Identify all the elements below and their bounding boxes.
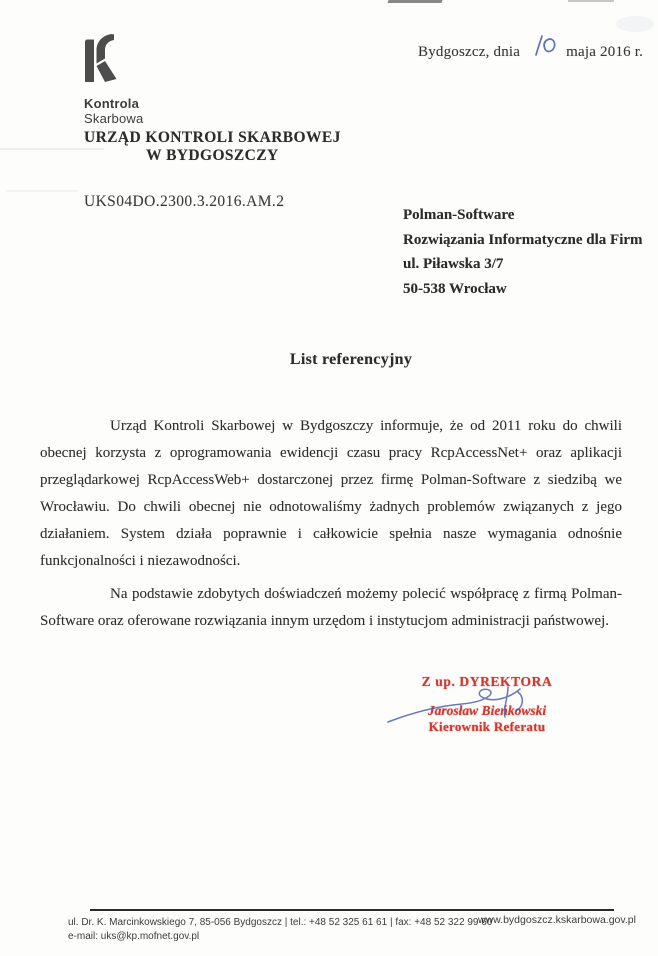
addressee-block (403, 203, 643, 301)
scan-artifact-top-right (568, 0, 614, 2)
footer-contact-block (68, 916, 492, 943)
kontrola-skarbowa-logo-icon (84, 34, 118, 87)
addressee-company: Polman-Software (403, 207, 515, 223)
body-paragraph-1: Urząd Kontroli Skarbowej w Bydgoszczy informuje, że od 2011 roku do chwili obecnej korzysta z oprogramowania ewidencji czasu pracy RcpAccessNet+ oraz aplikacji przeglądarkowej RcpAccessWeb+ dostarczonej przez firmę Polman-Software z siedzibą we Wrocławiu. Do chwili obecnej nie odnotowaliśmy żadnych problemów związanych z jego działaniem. System działa poprawnie i całkowicie spełnia nasze wymagania odnośnie funkcjonalności i niezawodności. (40, 418, 622, 569)
footer-website: www.bydgoszcz.kskarbowa.gov.pl (478, 914, 636, 926)
letter-title: List referencyjny (289, 351, 413, 368)
letter-body (40, 413, 622, 635)
footer-address-line: ul. Dr. K. Marcinkowskiego 7, 85-056 Bydgoszcz | tel.: +48 52 325 61 61 | fax: +48 52 322 99 60 (68, 917, 493, 928)
signature-stamp-block (398, 674, 576, 735)
logo-text-line1: Kontrola (84, 96, 140, 111)
office-name-line2: W BYDGOSZCZY (146, 147, 279, 164)
logo-text-line2: Skarbowa (84, 111, 144, 126)
scan-smudge (616, 16, 654, 32)
body-paragraph-2: Na podstawie zdobytych doświadczeń możemy polecić współpracę z firmą Polman-Software oraz oferowane rozwiązania innym urzędom i instytucjom administracji państwowej. (40, 586, 622, 629)
office-name (84, 129, 341, 165)
addressee-city: 50-538 Wrocław (403, 280, 507, 297)
reference-number: UKS04DO.2300.3.2016.AM.2 (84, 193, 285, 210)
addressee-street: ul. Piławska 3/7 (403, 256, 504, 272)
scan-streak (6, 190, 78, 192)
stamp-authority-line: Z up. DYREKTORA (421, 674, 553, 689)
footer-divider (90, 909, 614, 911)
stamp-signer-name: Jarosław Bieńkowski (427, 703, 547, 718)
date-line (418, 34, 643, 61)
stamp-signer-title: Kierownik Referatu (428, 719, 546, 734)
date-prefix: Bydgoszcz, dnia (418, 44, 521, 60)
footer-email-line: e-mail: uks@kp.mofnet.gov.pl (68, 930, 200, 942)
addressee-descriptor: Rozwiązania Informatyczne dla Firm (403, 231, 643, 248)
scan-artifact-top-center (387, 0, 442, 3)
office-name-line1: URZĄD KONTROLI SKARBOWEJ (84, 129, 341, 146)
handwritten-day-ink-icon (528, 34, 558, 63)
date-suffix: maja 2016 r. (566, 44, 644, 60)
